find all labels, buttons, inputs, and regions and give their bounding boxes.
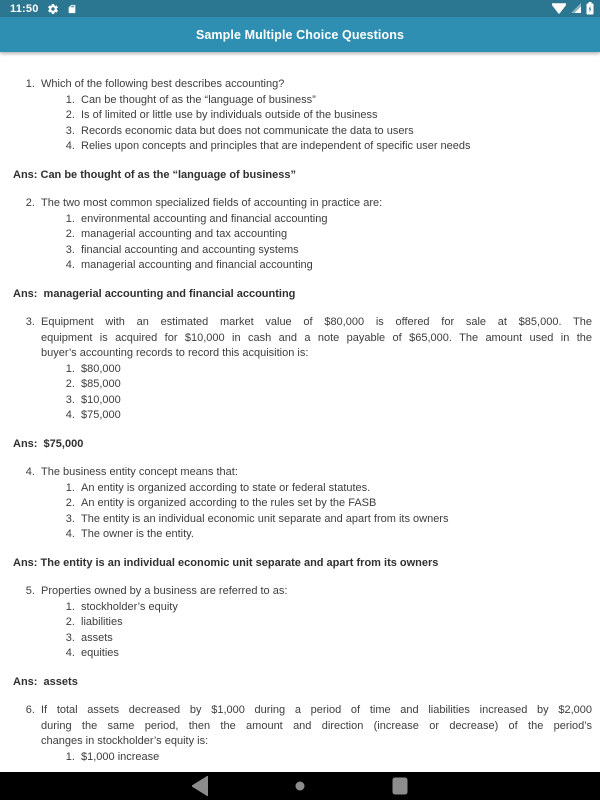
answer-text: Ans: Can be thought of as the “language of business” — [13, 168, 296, 181]
battery-charging-icon — [586, 2, 594, 15]
status-bar-left — [10, 3, 552, 15]
cell-signal-icon — [570, 3, 582, 14]
answer-text: Ans: The entity is an individual economic unit separate and apart from its owners — [13, 556, 439, 569]
navigation-bar — [0, 772, 600, 800]
question-stem-line: 6. If total assets decreased by $1,000 during a period of time and liabilities increased by $2,000 — [41, 704, 592, 716]
status-bar-right — [552, 2, 594, 15]
option-item: 3. financial accounting and accounting systems — [78, 243, 592, 259]
question-item — [13, 584, 592, 690]
option-item: 2. An entity is organized according to the rules set by the FASB — [78, 496, 592, 512]
option-item: 2. managerial accounting and tax accounting — [78, 227, 592, 243]
question-stem-line: 3. Equipment with an estimated market value of $80,000 is offered for sale at $85,000. The — [41, 316, 592, 328]
app-bar — [0, 17, 600, 52]
question-stem — [41, 196, 592, 212]
options-list — [41, 481, 592, 543]
option-item: 4. $75,000 — [78, 408, 592, 424]
option-item: 2. liabilities — [78, 615, 592, 631]
questions-list — [13, 77, 592, 765]
options-list — [41, 362, 592, 424]
question-stem-line: buyer’s accounting records to record this acquisition is: — [41, 347, 309, 359]
option-item: 1. Can be thought of as the “language of business” — [78, 93, 592, 109]
settings-gear-icon — [47, 3, 59, 15]
question-stem — [41, 703, 592, 750]
question-stem-line: during the same period, then the amount and direction (increase or decrease) of the period’s — [41, 719, 592, 732]
question-stem-line: changes in stockholder’s equity is: — [41, 735, 209, 747]
question-stem — [41, 465, 592, 481]
home-button[interactable] — [295, 781, 305, 791]
question-stem-line: equipment is acquired for $10,000 in cash and a note payable of $65,000. The amount used in the — [41, 331, 592, 344]
question-stem — [41, 77, 592, 93]
question-stem-line: 1. Which of the following best describes accounting? — [41, 78, 285, 90]
option-item: 1. An entity is organized according to state or federal statutes. — [78, 481, 592, 497]
question-stem-line: 4. The business entity concept means that: — [41, 466, 238, 478]
question-item — [13, 77, 592, 183]
question-item — [13, 465, 592, 571]
options-list — [41, 750, 592, 766]
option-item: 1. stockholder’s equity — [78, 600, 592, 616]
sd-card-icon — [67, 3, 77, 15]
wifi-icon — [552, 3, 566, 14]
answer-text: Ans: $75,000 — [13, 437, 84, 450]
question-item — [38, 703, 592, 765]
option-item: 3. $10,000 — [78, 393, 592, 409]
option-item: 3. assets — [78, 631, 592, 647]
option-item: 1. environmental accounting and financial accounting — [78, 212, 592, 228]
option-item: 3. Records economic data but does not communicate the data to users — [78, 124, 592, 140]
options-list — [41, 600, 592, 662]
question-stem — [41, 584, 592, 600]
question-item — [13, 196, 592, 302]
status-bar — [0, 0, 600, 17]
option-item: 4. Relies upon concepts and principles that are independent of specific user needs — [78, 139, 592, 155]
question-item — [13, 315, 592, 452]
back-button[interactable] — [192, 776, 208, 796]
option-item: 2. Is of limited or little use by individuals outside of the business — [78, 108, 592, 124]
document-content[interactable] — [0, 52, 600, 800]
option-item: 2. $85,000 — [78, 377, 592, 393]
option-item: 3. The entity is an individual economic unit separate and apart from its owners — [78, 512, 592, 528]
options-list — [41, 93, 592, 155]
answer-text: Ans: assets — [13, 675, 78, 688]
options-list — [41, 212, 592, 274]
option-item: 4. managerial accounting and financial accounting — [78, 258, 592, 274]
option-item: 1. $1,000 increase — [78, 750, 592, 766]
question-stem-line: 5. Properties owned by a business are referred to as: — [41, 585, 288, 597]
option-item: 1. $80,000 — [78, 362, 592, 378]
option-item: 4. The owner is the entity. — [78, 527, 592, 543]
question-stem-line: 2. The two most common specialized fields of accounting in practice are: — [41, 197, 383, 209]
question-stem — [41, 315, 592, 362]
option-item: 4. equities — [78, 646, 592, 662]
answer-text: Ans: managerial accounting and financial accounting — [13, 287, 296, 300]
recents-button[interactable] — [392, 777, 408, 795]
page-title: Sample Multiple Choice Questions — [195, 27, 405, 42]
clock-text: 11:50 — [10, 2, 39, 15]
